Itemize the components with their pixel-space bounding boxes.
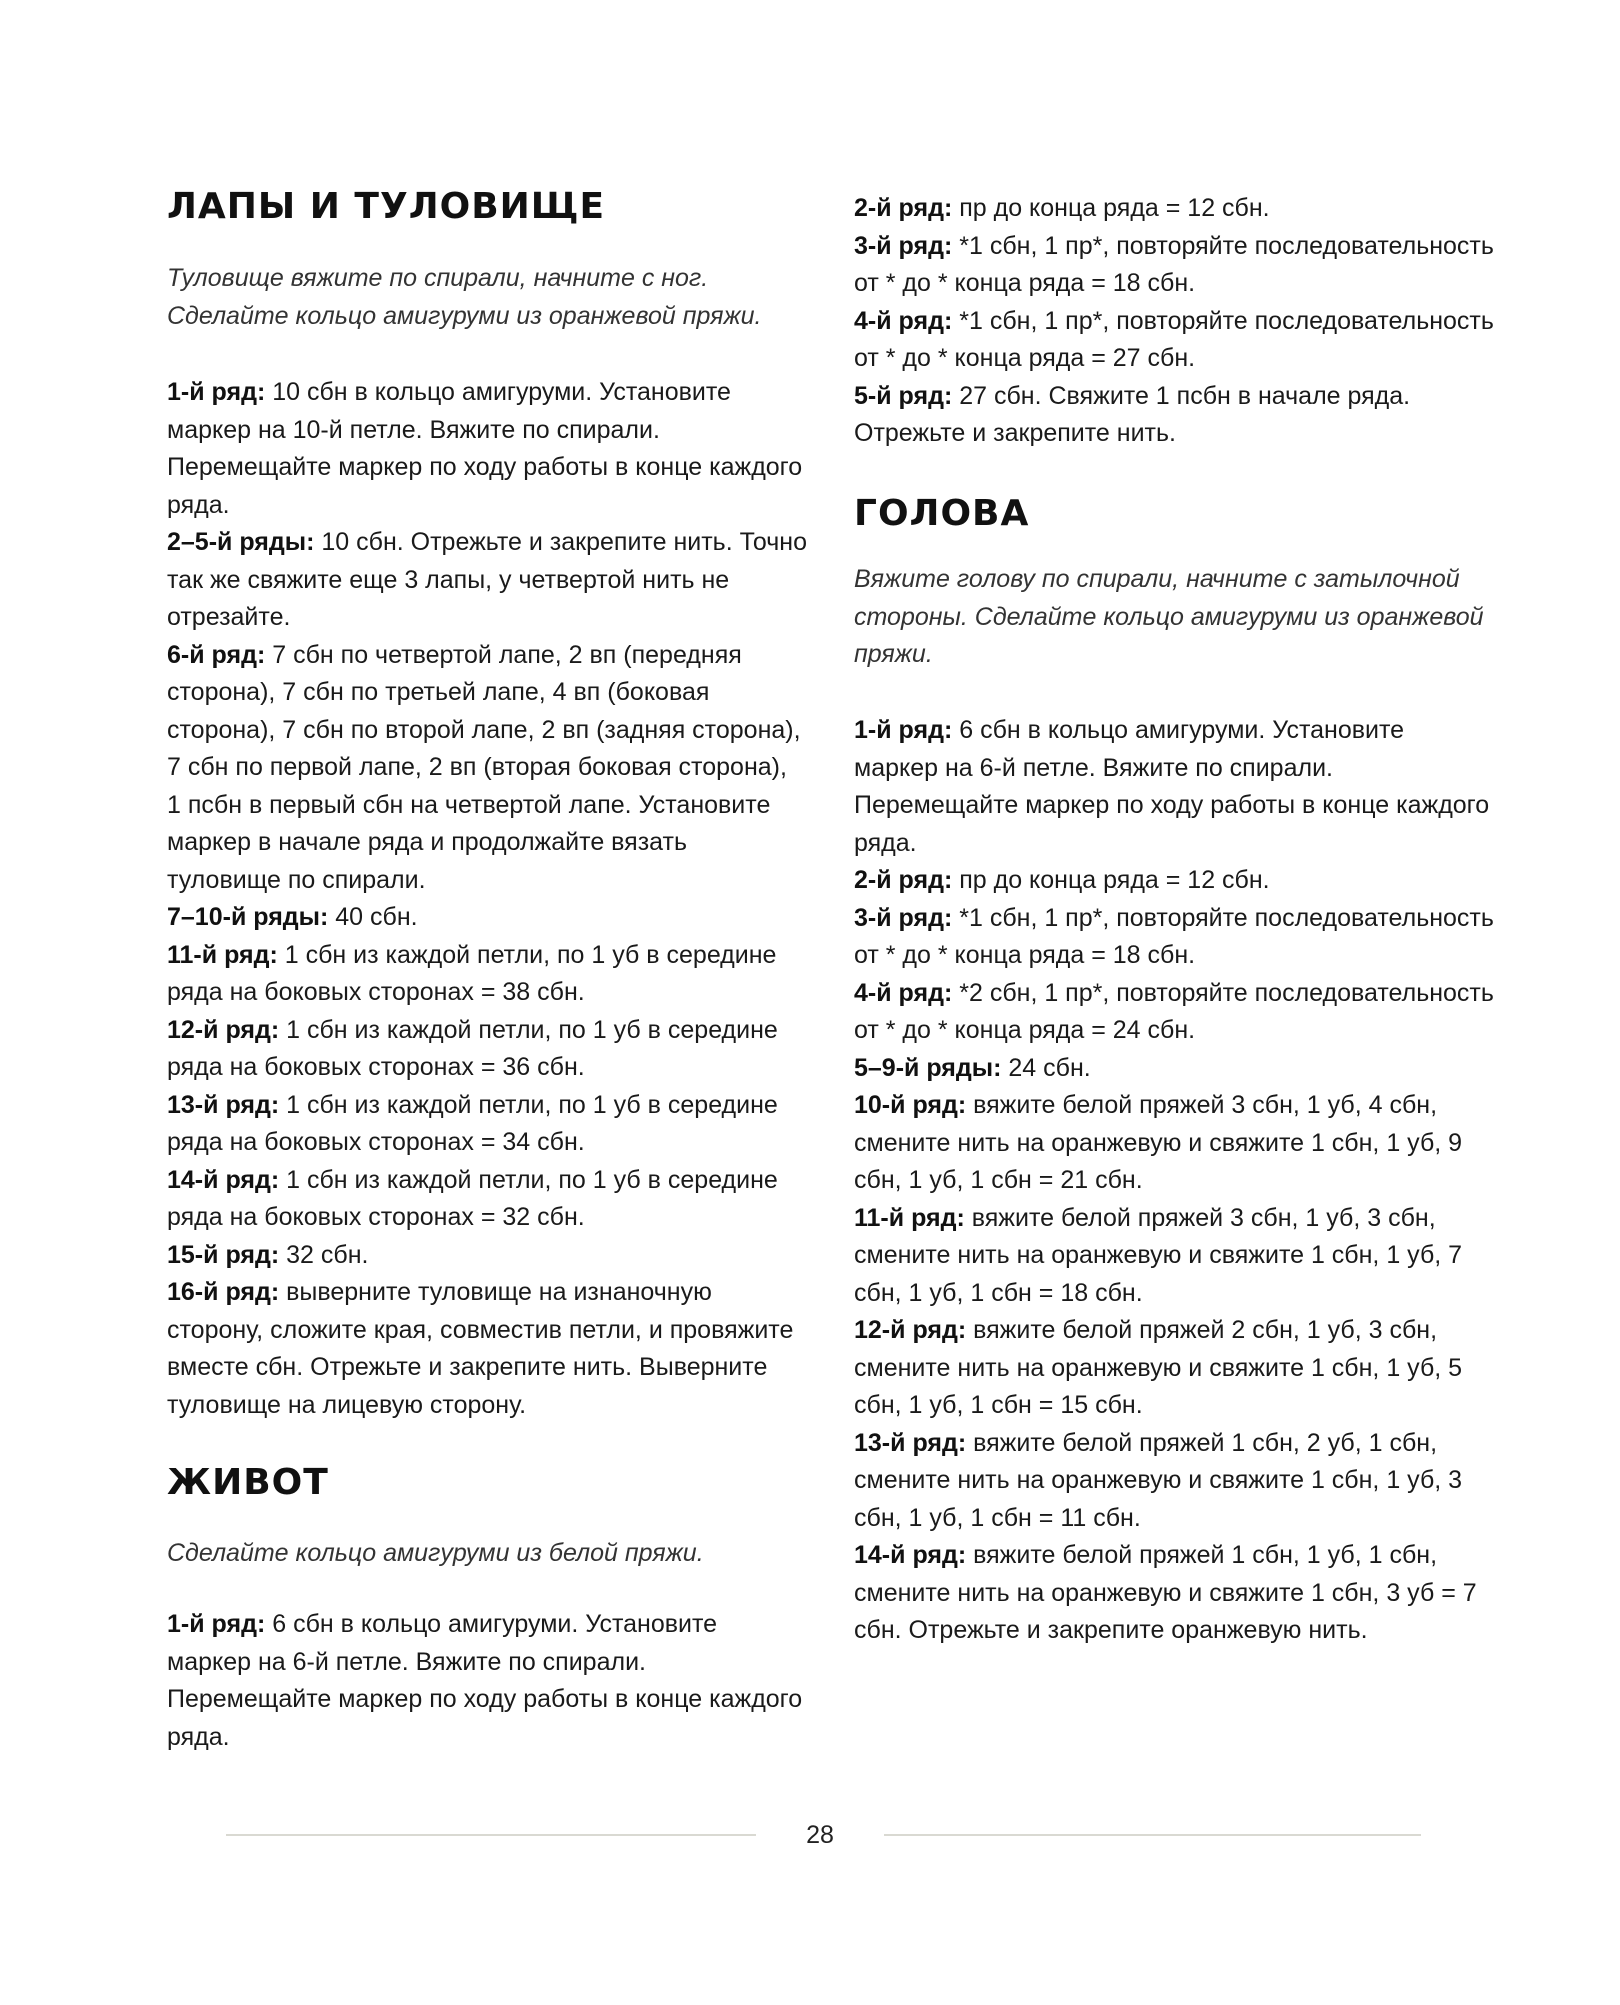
row-label: 1-й ряд: — [167, 378, 266, 406]
instruction-row — [167, 1087, 807, 1162]
row-label: 5-й ряд: — [854, 381, 953, 410]
rows-head — [854, 712, 1494, 1650]
row-text: 1 сбн из каждой петли, по 1 уб в середине ряда на боковых сторонах = 38 сбн. — [167, 940, 777, 1006]
section-title-belly: ЖИВОТ — [167, 1462, 329, 1503]
row-text: 6 сбн в кольцо амигуруми. Установите маркер на 6-й петле. Вяжите по спирали. Перемещайте маркер по ходу работы в конце каждого ряда. — [854, 716, 1490, 857]
instruction-row — [854, 862, 1494, 900]
row-label: 12-й ряд: — [854, 1316, 967, 1344]
instruction-row — [854, 190, 1494, 228]
row-label: 12-й ряд: — [167, 1015, 280, 1044]
instruction-row — [167, 937, 807, 1012]
row-label: 4-й ряд: — [854, 978, 953, 1007]
row-text: 6 сбн в кольцо амигуруми. Установите маркер на 6-й петле. Вяжите по спирали. Перемещайте маркер по ходу работы в конце каждого ряда. — [167, 1610, 803, 1751]
instruction-row — [167, 374, 807, 524]
row-text: вяжите белой пряжей 1 сбн, 1 уб, 1 сбн, смените нить на оранжевую и свяжите 1 сбн, 3 уб = 7 сбн. Отрежьте и закрепите оранжевую нить. — [854, 1541, 1477, 1644]
section-intro-head: Вяжите голову по спирали, начните с затылочной стороны. Сделайте кольцо амигуруми из оранжевой пряжи. — [854, 565, 1484, 668]
row-text: вяжите белой пряжей 2 сбн, 1 уб, 3 сбн, смените нить на оранжевую и свяжите 1 сбн, 1 уб, 5 сбн, 1 уб, 1 сбн = 15 сбн. — [854, 1316, 1463, 1419]
row-label: 4-й ряд: — [854, 306, 953, 335]
rows-belly-continued — [854, 190, 1494, 453]
instruction-row — [854, 303, 1494, 378]
row-text: выверните туловище на изнаночную сторону, сложите края, совместив петли, и провяжите вместе сбн. Отрежьте и закрепите нить. Выверните туловище на лицевую сторону. — [167, 1278, 794, 1419]
row-label: 7–10-й ряды: — [167, 903, 329, 931]
row-text: 32 сбн. — [286, 1240, 369, 1269]
row-text: *2 сбн, 1 пр*, повторяйте последовательность от * до * конца ряда = 24 сбн. — [854, 978, 1494, 1044]
row-text: 1 сбн из каждой петли, по 1 уб в середине ряда на боковых сторонах = 34 сбн. — [167, 1090, 778, 1156]
page-footer — [0, 1815, 1620, 1855]
row-label: 1-й ряд: — [167, 1610, 266, 1638]
row-label: 3-й ряд: — [854, 903, 953, 932]
row-text: 27 сбн. Свяжите 1 псбн в начале ряда. Отрежьте и закрепите нить. — [854, 381, 1411, 447]
rows-belly — [167, 1606, 807, 1756]
instruction-row — [167, 637, 807, 900]
instruction-row — [854, 1087, 1494, 1200]
row-text: *1 сбн, 1 пр*, повторяйте последовательность от * до * конца ряда = 18 сбн. — [854, 903, 1494, 969]
row-text: вяжите белой пряжей 3 сбн, 1 уб, 4 сбн, смените нить на оранжевую и свяжите 1 сбн, 1 уб, 9 сбн, 1 уб, 1 сбн = 21 сбн. — [854, 1091, 1463, 1194]
instruction-row — [854, 1200, 1494, 1313]
row-label: 6-й ряд: — [167, 640, 266, 669]
footer-rule-right — [884, 1834, 1421, 1836]
row-label: 2-й ряд: — [854, 194, 953, 222]
instruction-row — [854, 378, 1494, 453]
instruction-row — [854, 228, 1494, 303]
page-number: 28 — [806, 1821, 834, 1849]
row-text: 10 сбн в кольцо амигуруми. Установите маркер на 10-й петле. Вяжите по спирали. Перемещайте маркер по ходу работы в конце каждого ряда. — [167, 378, 803, 519]
instruction-row — [167, 1274, 807, 1424]
instruction-row — [854, 712, 1494, 862]
row-text: *1 сбн, 1 пр*, повторяйте последовательность от * до * конца ряда = 18 сбн. — [854, 231, 1494, 297]
instruction-row — [167, 1012, 807, 1087]
instruction-row — [167, 524, 807, 637]
instruction-row — [854, 1425, 1494, 1538]
row-label: 14-й ряд: — [167, 1165, 280, 1194]
row-label: 2-й ряд: — [854, 866, 953, 894]
row-text: *1 сбн, 1 пр*, повторяйте последовательность от * до * конца ряда = 27 сбн. — [854, 306, 1494, 372]
instruction-row — [854, 1312, 1494, 1425]
rows-paws-body — [167, 374, 807, 1424]
row-label: 2–5-й ряды: — [167, 528, 315, 556]
row-text: 7 сбн по четвертой лапе, 2 вп (передняя сторона), 7 сбн по третьей лапе, 4 вп (боковая сторона), 7 сбн по второй лапе, 2 вп (задняя сторона), 7 сбн по первой лапе, 2 вп (вторая боковая сторона), 1 псбн в первый сбн на четвертой лапе. Установите маркер в начале ряда и продолжайте вязать туловище по спирали. — [167, 640, 801, 894]
row-text: вяжите белой пряжей 3 сбн, 1 уб, 3 сбн, смените нить на оранжевую и свяжите 1 сбн, 1 уб, 7 сбн, 1 уб, 1 сбн = 18 сбн. — [854, 1203, 1463, 1307]
row-text: вяжите белой пряжей 1 сбн, 2 уб, 1 сбн, смените нить на оранжевую и свяжите 1 сбн, 1 уб, 3 сбн, 1 уб, 1 сбн = 11 сбн. — [854, 1428, 1463, 1532]
section-title-paws-body: ЛАПЫ И ТУЛОВИЩЕ — [167, 186, 606, 227]
instruction-row — [854, 1050, 1494, 1088]
row-label: 11-й ряд: — [854, 1203, 965, 1232]
instruction-row — [167, 1237, 807, 1275]
instruction-row — [854, 900, 1494, 975]
footer-rule-left — [226, 1834, 756, 1836]
row-label: 11-й ряд: — [167, 940, 278, 969]
row-text: 1 сбн из каждой петли, по 1 уб в середине ряда на боковых сторонах = 36 сбн. — [167, 1015, 778, 1081]
section-intro-paws-body: Туловище вяжите по спирали, начните с ног. Сделайте кольцо амигуруми из оранжевой пряжи. — [167, 264, 762, 330]
row-text: 10 сбн. Отрежьте и закрепите нить. Точно так же свяжите еще 3 лапы, у четвертой нить не отрезайте. — [167, 528, 807, 631]
section-intro-belly: Сделайте кольцо амигуруми из белой пряжи. — [167, 1539, 704, 1567]
row-label: 3-й ряд: — [854, 231, 953, 260]
row-label: 13-й ряд: — [854, 1428, 967, 1457]
row-text: пр до конца ряда = 12 сбн. — [959, 194, 1270, 222]
row-label: 5–9-й ряды: — [854, 1053, 1002, 1082]
section-title-head: ГОЛОВА — [854, 493, 1030, 534]
instruction-row — [167, 1606, 807, 1756]
row-text: пр до конца ряда = 12 сбн. — [959, 866, 1270, 894]
row-text: 1 сбн из каждой петли, по 1 уб в середине ряда на боковых сторонах = 32 сбн. — [167, 1165, 778, 1231]
row-label: 10-й ряд: — [854, 1091, 967, 1119]
row-label: 1-й ряд: — [854, 716, 953, 744]
row-label: 13-й ряд: — [167, 1090, 280, 1119]
instruction-row — [167, 1162, 807, 1237]
instruction-row — [167, 899, 807, 937]
row-label: 14-й ряд: — [854, 1541, 967, 1569]
instruction-row — [854, 1537, 1494, 1650]
row-text: 40 сбн. — [335, 903, 418, 931]
row-label: 16-й ряд: — [167, 1278, 280, 1306]
instruction-row — [854, 975, 1494, 1050]
row-text: 24 сбн. — [1008, 1053, 1091, 1082]
row-label: 15-й ряд: — [167, 1240, 280, 1269]
